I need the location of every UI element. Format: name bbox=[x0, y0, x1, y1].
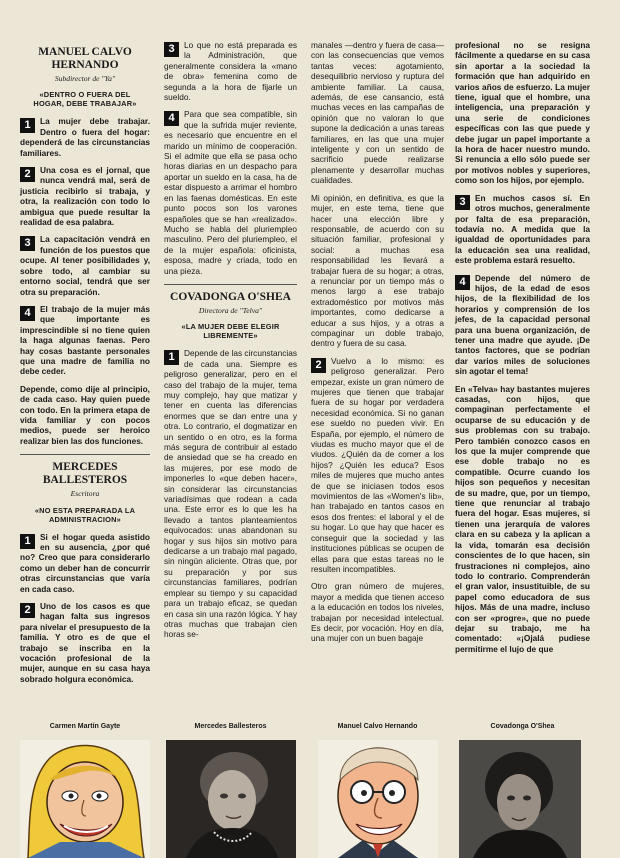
divider bbox=[164, 284, 297, 285]
number-badge-4: 4 bbox=[455, 275, 470, 290]
answer-1-calvo: 1 La mujer debe trabajar. Dentro o fuera del hogar: dependerá de las circunstancias familiares. bbox=[20, 116, 150, 158]
answer-3-oshea: 3 En muchos casos sí. En otros muchos, generalmente por falta de esa preparación, todavía no. A medida que la igualdad de oportunidades para la educación sea una realidad, este problema estará resuelto. bbox=[455, 192, 590, 266]
answer-1-oshea-cont: manales —dentro y fuera de casa— con las consecuencias que vemos tantas veces: agotamiento, desequilibrio nervioso y ruptura del ambiente familiar. La causa, además, de ese cansancio, está muchas veces en las campañas de opinión que no valoran lo que supone la dedicación a unas tareas familiares, en las que una mujer inteligente y con un sentido de sacrificio puede realizarse plenamente y desarrollar muchas cualidades. bbox=[311, 40, 444, 186]
number-badge-2: 2 bbox=[311, 358, 326, 373]
number-badge-2: 2 bbox=[20, 603, 35, 618]
caricature-calvo bbox=[318, 740, 438, 858]
number-badge-1: 1 bbox=[164, 350, 179, 365]
author-role-calvo: Subdirector de "Ya" bbox=[54, 74, 116, 83]
answer-2-calvo: 2 Una cosa es el jornal, que nunca vendrá mal, será de justicia recibirlo si trabaja, y otra, la realización con todo lo ambigua que puede resultar la realidad de esa palabra. bbox=[20, 165, 150, 228]
answer-3-calvo: 3 La capacitación vendrá en función de los puestos que ocupe. Al tener posibilidades y, sobre todo, al cambiar su entorno social, tendrá que ser otra su preparación. bbox=[20, 234, 150, 297]
answer-2-ballesteros: 2 Uno de los casos es que hagan falta sus ingresos para nivelar el presupuesto de la familia. Y otro es de que el trabajo se inscriba en la vocación profesional de la mujer, aunque en su casa haya sobrado holgura económica. bbox=[20, 601, 150, 684]
answer-4-ballesteros: 4 Para que sea compatible, sin que la sufrida mujer reviente, es necesario que encuentre en el marido un mínimo de cooperación. Si el admite que ella se pasa ocho horas diarias en un despacho para aportar un sueldo en la casa, ha de estar dispuesto a arrimar el hombro en las faenas domésticas. En este punto pocos son los varones españoles que se han «realizado». Mucho se habla del pluriempleo masculino. Pero del pluriempleo, el de la mujer española: oficinista, esposa, madre y criada, todo en una pieza. bbox=[164, 109, 297, 276]
number-badge-3: 3 bbox=[20, 236, 35, 251]
number-badge-4: 4 bbox=[164, 111, 179, 126]
number-badge-3: 3 bbox=[455, 195, 470, 210]
caption-ballesteros: Mercedes Ballesteros bbox=[194, 723, 267, 730]
answer-2-oshea-cont: Otro gran número de mujeres, mayor a medida que tienen acceso a la educación en todos los niveles, trabajan por necesidad intelectual. Es decir, por vocación. Hoy en día, una mujer con un buen bagaje bbox=[311, 581, 444, 644]
photo-oshea bbox=[459, 740, 581, 858]
author-name-calvo: MANUEL CALVO HERNANDO bbox=[38, 46, 132, 71]
column-4 bbox=[455, 40, 590, 661]
divider bbox=[20, 454, 150, 455]
answer-4-oshea: 4 Depende del número de hijos, de la edad de esos hijos, de la flexibilidad de los horarios y comprensión de los jefes, de la capacidad personal para una buena organización, de tener una madre que ayude. ¡De tantos factores, que se podrían dar varios miles de soluciones sin agotar el tema! bbox=[455, 272, 590, 377]
caption-martin-gayte: Carmen Martín Gayte bbox=[49, 723, 121, 730]
caption-oshea: Covadonga O'Shea bbox=[490, 723, 555, 730]
answer-1-oshea-conclusion: Mi opinión, en definitiva, es que la mujer, en este tema, tiene que hacer una elección libre y responsable, de acuerdo con su situación familiar, profesional y social: a muchas esa responsabilidad les llevará a trabajar fuera de su hogar; a otras, a renunciar por un tiempo más o menos largo a ese trabajo extradoméstico por motivos más importantes, como dedicarse a educar a sus hijos, y a otras a compaginar un doble trabajo, dentro y fuera de su casa. bbox=[311, 192, 444, 349]
caption-calvo: Manuel Calvo Hernando bbox=[337, 723, 418, 730]
answer-5-oshea: En «Telva» hay bastantes mujeres casadas, con hijos, que compaginan perfectamente el ocuparse de su educación y de sus problemas con su trabajo. Pero también conozco casos en los que la mujer comprende que ese doble trabajo no es compatible. Ocurre cuando los hijos son pequeños y necesitan de su madre, que, por un tiempo, tiene que renunciar al trabajo fuera del hogar. Esas mujeres, si tienen una jerarquía de valores clara en su cabeza y la aplican a la vida, tomarán esa decisión conscientes de lo que hacen, sin frustraciones ni complejos, aino todo lo contrario. Comprenderán el gran valor, insustituible, de su papel como educadora de sus hijos. Más de una madre, incluso con ser «progre», que no puede dejar su trabajo, me ha comentado: «¡Ojalá pudiese permitirme el lujo de que bbox=[455, 383, 590, 654]
answer-2-oshea-end: profesional no se resigna fácilmente a quedarse en su casa sin aportar a la sociedad la formación que han adquirido en varios años de esfuerzo. La mujer tiene, igual que el hombre, una inteligencia, una preparación y una serie de condiciones específicas con las que puede y debe jugar un papel importante a la hora de hacer nuestro mundo. Si renuncia a ello sólo puede ser por motivos nobles y superiores, como son los hijos, por ejemplo. bbox=[455, 40, 590, 186]
number-badge-1: 1 bbox=[20, 534, 35, 549]
answer-3-ballesteros: 3 Lo que no está preparada es la Administración, que generalmente considera la «mano de obra» femenina como de segunda a la hora de fijarle un sueldo. bbox=[164, 40, 297, 103]
caricature-martin-gayte bbox=[20, 740, 150, 858]
number-badge-3: 3 bbox=[164, 42, 179, 57]
column-2 bbox=[164, 40, 297, 647]
number-badge-2: 2 bbox=[20, 167, 35, 182]
photo-ballesteros bbox=[166, 740, 296, 858]
headline-ballesteros: «NO ESTA PREPARADA LA ADMINISTRACION» bbox=[34, 505, 136, 524]
portrait-row bbox=[0, 740, 620, 858]
author-role-oshea: Directora de "Telva" bbox=[198, 305, 263, 315]
headline-calvo: «DENTRO O FUERA DEL HOGAR, DEBE TRABAJAR» bbox=[33, 90, 137, 109]
number-badge-1: 1 bbox=[20, 118, 35, 133]
column-1 bbox=[20, 40, 150, 691]
number-badge-4: 4 bbox=[20, 306, 35, 321]
answer-5-calvo: Depende, como dije al principio, de cada caso. Hay quien puede con todo. En la primera etapa de vida familiar y con pocos medios, puede ser heroico realizar bien las dos funciones. bbox=[20, 383, 150, 446]
answer-4-calvo: 4 El trabajo de la mujer más que importante es imprescindible si no tiene quien la haga algunas faenas. Pero hay cosas bastante personales que una madre de familia no debe ceder. bbox=[20, 303, 150, 377]
author-name-ballesteros: MERCEDES BALLESTEROS bbox=[42, 461, 128, 487]
author-role-ballesteros: Escritora bbox=[70, 489, 100, 499]
answer-1-oshea: 1 Depende de las circunstancias de cada una. Siempre es peligroso generalizar, pero en el caso del trabajo de la mujer, tema muy complejo, hay que matizar y tener en cuenta las diferencias enormes que se dan entre una y otra. Lo contrario, el dogmatizar en un sentido o en otro, es la forma más segura de contribuir al estado de ansiedad que se ha creado en las mujeres, por ese modo de imponerles lo «que deben hacer», sin considerar las circunstancias variadísimas que rodean a cada una. Este error es lo que les ha llevado a tantos planteamientos equivocados: unas abandonan su hogar y sus hijos sin motivo para dedicarse a un trabajo mal pagado, sin ningún aliciente. Otras que, por su preparación y por sus circunstancias familiares, podrían emplear su tiempo y su capacidad para un trabajo eficaz, se quedan en casa sin una razón lógica. Y hay otras muchas que trabajan cien horas se- bbox=[164, 348, 297, 640]
answer-2-oshea: 2 Vuelvo a lo mismo: es peligroso generalizar. Pero empezar, existe un gran número de mujeres que tienen que trabajar fuera de su hogar por verdadera necesidad económica. Si no ganan ese sueldo no pueden vivir. En España, por ejemplo, el número de viudas es mucho mayor que el de viudos. ¿Quién da de comer a los hijos? ¿Quién les educa? Esos miles de mujeres que mucho antes de que se iniciasen todos esos movimientos de las «Women's lib», han trabajado en tantos casos en esos dos frentes: el laboral y el de su hogar. Lo que hay que hacer es conseguir que la sociedad y las instituciones públicas se ocupen de ellas para que estas tareas no le resulten incompatibles. bbox=[311, 355, 444, 574]
photo-captions bbox=[0, 723, 620, 735]
headline-oshea: «LA MUJER DEBE ELEGIR LIBREMENTE» bbox=[181, 322, 280, 341]
answer-1-ballesteros: 1 Si el hogar queda asistido en su ausencia, ¿por qué no? Creo que para considerarlo como un deber han de concurrir otras circunstancias que varía en cada caso. bbox=[20, 531, 150, 594]
column-3 bbox=[311, 40, 444, 651]
author-name-oshea: COVADONGA O'SHEA bbox=[170, 290, 291, 303]
